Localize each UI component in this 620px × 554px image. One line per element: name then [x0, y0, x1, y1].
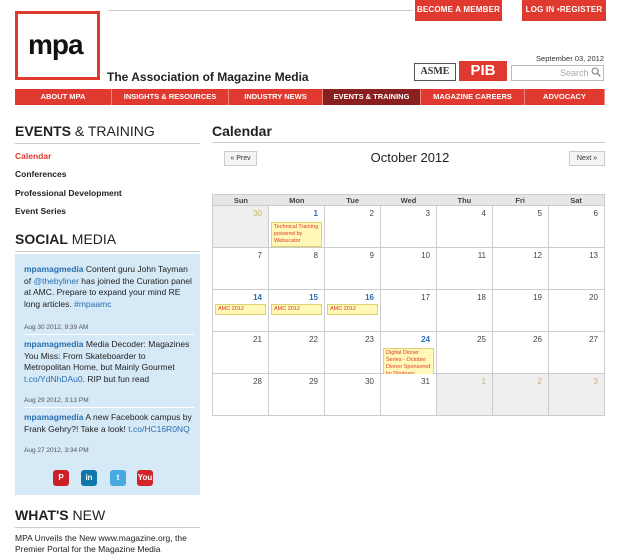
sidebar-link-conferences[interactable]: Conferences	[15, 169, 67, 179]
logo-text: mpa	[28, 29, 83, 60]
nav-item[interactable]: ADVOCACY	[525, 89, 605, 105]
calendar-event[interactable]: Technical Training powered by Webucator	[271, 222, 322, 247]
day-number: 3	[593, 377, 598, 386]
day-number: 10	[421, 251, 430, 260]
tweet-handle[interactable]: mpamagmedia	[24, 339, 84, 349]
weekday-label: Tue	[346, 196, 360, 205]
day-number: 8	[313, 251, 318, 260]
day-number: 30	[365, 377, 374, 386]
news-title-bold: WHAT'S	[15, 507, 69, 523]
calendar-day[interactable]	[493, 206, 549, 248]
linkedin-icon[interactable]: in	[81, 470, 97, 486]
day-number: 2	[537, 377, 542, 386]
calendar-day[interactable]	[493, 248, 549, 290]
pinterest-icon[interactable]: P	[53, 470, 69, 486]
news-title-rest: NEW	[68, 507, 106, 523]
day-number: 23	[365, 335, 374, 344]
day-number: 26	[533, 335, 542, 344]
title-divider	[212, 142, 605, 143]
calendar-day[interactable]	[437, 290, 493, 332]
calendar-day[interactable]	[381, 206, 437, 248]
day-number: 31	[421, 377, 430, 386]
tweet-body: Content guru John Tayman of	[24, 264, 188, 286]
tweet-date: Aug 27 2012, 3:34 PM	[24, 447, 89, 454]
calendar-week	[212, 248, 605, 290]
tweet-link[interactable]: t.co/HC16R0NQ	[128, 423, 190, 434]
day-number: 3	[425, 209, 430, 218]
weekday-label: Fri	[515, 196, 526, 205]
sidebar-link-event-series[interactable]: Event Series	[15, 206, 67, 216]
twitter-feed	[15, 254, 200, 495]
day-number: 5	[537, 209, 542, 218]
calendar-day[interactable]	[549, 248, 605, 290]
calendar-week	[212, 206, 605, 248]
sidebar-title	[15, 123, 155, 139]
login-register-button[interactable]: LOG IN •REGISTER	[522, 0, 606, 21]
weekday-header	[212, 194, 605, 206]
tweet-handle[interactable]: mpamagmedia	[24, 264, 84, 274]
calendar-day[interactable]	[269, 332, 325, 374]
calendar-day[interactable]	[437, 248, 493, 290]
news-divider	[15, 527, 200, 528]
nav-item[interactable]: MAGAZINE CAREERS	[421, 89, 525, 105]
calendar-day[interactable]	[437, 374, 493, 416]
tweet-link[interactable]: @thebyliner	[33, 275, 79, 286]
calendar-week	[212, 290, 605, 332]
main-nav	[15, 89, 605, 105]
day-number: 21	[253, 335, 262, 344]
calendar-day[interactable]	[549, 332, 605, 374]
calendar-day[interactable]	[381, 374, 437, 416]
day-number: 28	[253, 377, 262, 386]
nav-item[interactable]: INDUSTRY NEWS	[229, 89, 323, 105]
day-number: 17	[421, 293, 430, 302]
calendar-day[interactable]	[269, 374, 325, 416]
youtube-icon[interactable]: You	[137, 470, 153, 486]
current-date: September 03, 2012	[536, 54, 604, 63]
calendar-event[interactable]: AMC 2012	[215, 304, 266, 315]
day-number: 13	[589, 251, 598, 260]
weekday-label: Mon	[289, 196, 305, 205]
calendar-day[interactable]	[381, 248, 437, 290]
calendar-day[interactable]	[549, 206, 605, 248]
calendar-day[interactable]	[549, 290, 605, 332]
tweet-date: Aug 29 2012, 3:13 PM	[24, 397, 89, 404]
calendar-day[interactable]	[213, 332, 269, 374]
day-number: 9	[369, 251, 374, 260]
calendar-day[interactable]	[269, 248, 325, 290]
calendar-day[interactable]	[437, 206, 493, 248]
calendar-day[interactable]	[381, 290, 437, 332]
nav-item[interactable]: EVENTS & TRAINING	[323, 89, 421, 105]
calendar-day[interactable]	[437, 332, 493, 374]
day-number[interactable]: 1	[313, 209, 318, 218]
weekday-label: Sat	[570, 196, 582, 205]
calendar-day[interactable]	[325, 332, 381, 374]
social-title-rest: MEDIA	[67, 231, 117, 247]
calendar-day[interactable]	[493, 290, 549, 332]
tweet-divider	[24, 334, 194, 335]
tweet-body: A new Facebook campus by Frank Gehry?! Take a look!	[24, 412, 192, 434]
calendar-week	[212, 374, 605, 416]
tweet-divider	[24, 407, 194, 408]
social-title-bold: SOCIAL	[15, 231, 68, 247]
nav-item[interactable]: ABOUT MPA	[15, 89, 112, 105]
tweet-text	[24, 264, 194, 310]
calendar-day[interactable]	[213, 206, 269, 248]
tweet-handle[interactable]: mpamagmedia	[24, 412, 84, 422]
day-number: 6	[593, 209, 598, 218]
day-number: 30	[253, 209, 262, 218]
social-divider	[15, 251, 200, 252]
calendar-day[interactable]	[325, 248, 381, 290]
calendar-day[interactable]	[381, 332, 437, 374]
day-number: 25	[477, 335, 486, 344]
calendar-day[interactable]	[213, 290, 269, 332]
pib-logo[interactable]: PIB	[459, 61, 507, 81]
whats-new-title	[15, 507, 105, 523]
month-title: October 2012	[370, 150, 450, 165]
tweet-link[interactable]: t.co/YdNhDAu0	[24, 373, 83, 384]
day-number: 29	[309, 377, 318, 386]
calendar-day[interactable]	[325, 290, 381, 332]
day-number: 1	[481, 377, 486, 386]
asme-logo[interactable]: ASME	[414, 63, 456, 81]
calendar-event[interactable]: AMC 2012	[271, 304, 322, 315]
calendar-event[interactable]: AMC 2012	[327, 304, 378, 315]
day-number[interactable]: 14	[253, 293, 262, 302]
calendar-day[interactable]	[213, 374, 269, 416]
day-number: 2	[369, 209, 374, 218]
day-number: 27	[589, 335, 598, 344]
twitter-icon[interactable]: t	[110, 470, 126, 486]
calendar-day[interactable]	[325, 374, 381, 416]
calendar-event[interactable]: Digital Dinner Series - October Dinner Sponsored	[383, 348, 434, 380]
day-number: 7	[257, 251, 262, 260]
next-month-button[interactable]: Next »	[569, 151, 605, 166]
org-name: The Association of Magazine Media	[107, 70, 309, 84]
calendar-grid	[212, 194, 605, 416]
search-input[interactable]: Search	[511, 65, 604, 81]
day-number: 4	[481, 209, 486, 218]
sidebar-divider	[15, 143, 200, 144]
weekday-label: Wed	[400, 196, 417, 205]
day-number: 18	[477, 293, 486, 302]
day-number[interactable]: 24	[421, 335, 430, 344]
sidebar-link-professional-development[interactable]: Professional Development	[15, 188, 122, 198]
calendar-day[interactable]	[269, 206, 325, 248]
calendar-day[interactable]	[493, 332, 549, 374]
nav-item[interactable]: INSIGHTS & RESOURCES	[112, 89, 229, 105]
tweet-body: Media Decoder: Magazines You Miss: From Skateboarder to Metropolitan Home, but Mainly Gourmet	[24, 339, 190, 372]
day-number: 19	[533, 293, 542, 302]
tweet-text	[24, 412, 194, 435]
day-number: 20	[589, 293, 598, 302]
day-number: 11	[477, 251, 486, 260]
become-member-button[interactable]: BECOME A MEMBER	[415, 0, 502, 21]
day-number[interactable]: 16	[365, 293, 374, 302]
calendar-day[interactable]	[549, 374, 605, 416]
calendar-week	[212, 332, 605, 374]
tweet-body-2: has joined the Curation panel at AMC. Prepare to expand your mind RE long articles.	[24, 275, 192, 309]
page-title: Calendar	[212, 123, 272, 139]
news-item[interactable]: MPA Unveils the New www.magazine.org, the Premier Portal for the Magazine Media	[15, 533, 187, 554]
tweet-body-2: . RIP but fun read	[82, 373, 150, 384]
calendar-day[interactable]	[269, 290, 325, 332]
calendar-day[interactable]	[325, 206, 381, 248]
prev-month-button[interactable]: « Prev	[224, 151, 257, 166]
sidebar-link-calendar[interactable]: Calendar	[15, 151, 52, 161]
header-divider	[108, 10, 413, 11]
day-number[interactable]: 15	[309, 293, 318, 302]
mpa-logo[interactable]	[15, 11, 100, 80]
sidebar-title-rest: & TRAINING	[71, 123, 155, 139]
tweet-date: Aug 30 2012, 9:39 AM	[24, 324, 89, 331]
tweet-hashtag[interactable]: #mpaamc	[74, 298, 112, 309]
day-number: 22	[309, 335, 318, 344]
social-media-title	[15, 231, 116, 247]
weekday-label: Sun	[233, 196, 249, 205]
sidebar-title-bold: EVENTS	[15, 123, 72, 139]
weekday-label: Thu	[457, 196, 472, 205]
tweet-text	[24, 339, 194, 385]
search-icon[interactable]	[591, 67, 601, 77]
calendar-day[interactable]	[493, 374, 549, 416]
day-number: 12	[533, 251, 542, 260]
calendar-day[interactable]	[213, 248, 269, 290]
